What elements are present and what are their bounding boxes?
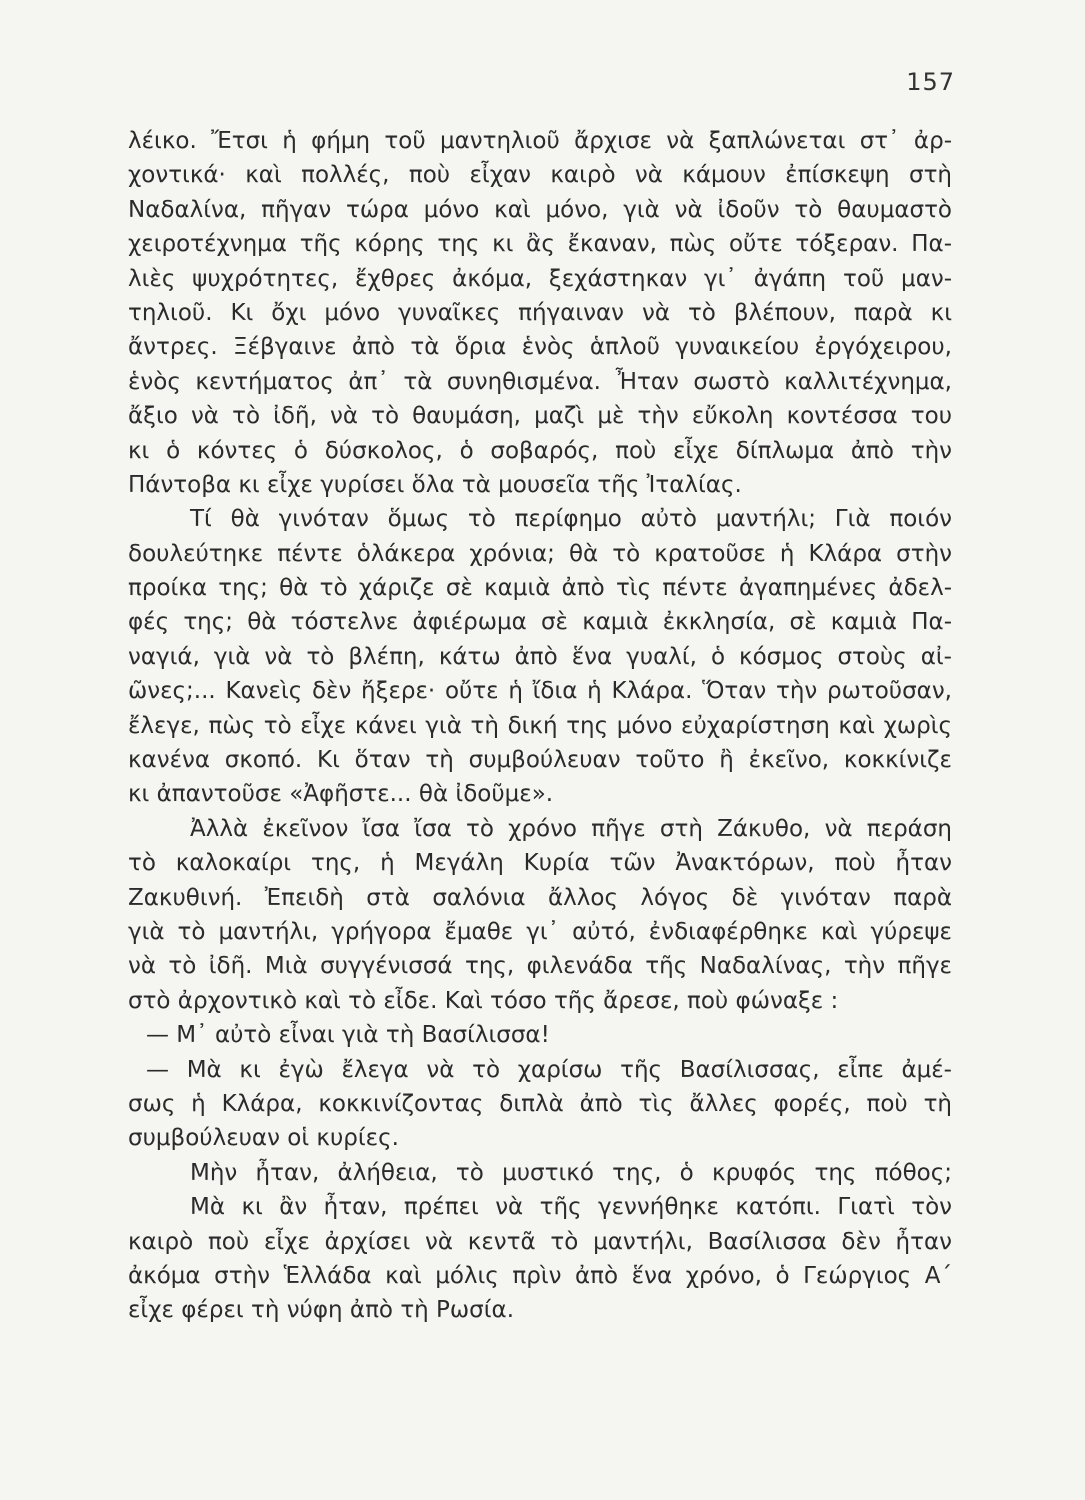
text-line: — Μ᾿ αὐτὸ εἶναι γιὰ τὴ Βασίλισσα! <box>146 1022 550 1049</box>
text-line: ἀκόμα στὴν Ἑλλάδα καὶ μόλις πρὶν ἀπὸ ἕνα χρόνο, ὁ Γεώργιος Α´ <box>128 1262 952 1289</box>
text-line: ἔλεγε, πὼς τὸ εἶχε κάνει γιὰ τὴ δική της μόνο εὐχαρίστηση καὶ χωρὶς <box>128 712 952 739</box>
text-line: κι ὁ κόντες ὁ δύσκολος, ὁ σοβαρός, ποὺ εἶχε δίπλωμα ἀπὸ τὴν <box>128 437 952 464</box>
text-line: ῶνες;... Κανεὶς δὲν ἤξερε· οὔτε ἡ ἴδια ἡ Κλάρα. Ὅταν τὴν ρωτοῦσαν, <box>128 678 952 705</box>
body-text <box>128 124 952 1328</box>
text-line: σως ἡ Κλάρα, κοκκινίζοντας διπλὰ ἀπὸ τὶς ἄλλες φορές, ποὺ τὴ <box>128 1090 952 1117</box>
text-line: ἄξιο νὰ τὸ ἰδῆ, νὰ τὸ θαυμάση, μαζὶ μὲ τὴν εὔκολη κοντέσσα του <box>128 403 952 430</box>
text-line: χοντικά· καὶ πολλές, ποὺ εἶχαν καιρὸ νὰ κάμουν ἐπίσκεψη στὴ <box>128 162 952 189</box>
text-line: συμβούλευαν οἱ κυρίες. <box>128 1125 399 1152</box>
text-line: — Μὰ κι ἐγὼ ἔλεγα νὰ τὸ χαρίσω τῆς Βασίλισσας, εἶπε ἀμέ- <box>146 1056 952 1083</box>
text-line: Μὰ κι ἂν ἦταν, πρέπει νὰ τῆς γεννήθηκε κατόπι. Γιατὶ τὸν <box>190 1194 952 1221</box>
text-line: φές της; θὰ τόστελνε ἀφιέρωμα σὲ καμιὰ ἐκκλησία, σὲ καμιὰ Πα- <box>128 609 952 636</box>
text-line: Ζακυθινή. Ἐπειδὴ στὰ σαλόνια ἄλλος λόγος δὲ γινόταν παρὰ <box>128 884 952 911</box>
text-line: λιὲς ψυχρότητες, ἔχθρες ἀκόμα, ξεχάστηκαν γι᾿ ἀγάπη τοῦ μαν- <box>128 265 952 292</box>
text-line: εἶχε φέρει τὴ νύφη ἀπὸ τὴ Ρωσία. <box>128 1297 515 1324</box>
text-line: καιρὸ ποὺ εἶχε ἀρχίσει νὰ κεντᾶ τὸ μαντήλι, Βασίλισσα δὲν ἦταν <box>128 1228 952 1255</box>
text-line: τὸ καλοκαίρι της, ἡ Μεγάλη Κυρία τῶν Ἀνακτόρων, ποὺ ἦταν <box>128 850 952 877</box>
text-line: ἄντρες. Ξέβγαινε ἀπὸ τὰ ὅρια ἑνὸς ἁπλοῦ γυναικείου ἐργόχειρου, <box>128 334 952 361</box>
text-line: ἑνὸς κεντήματος ἀπ᾿ τὰ συνηθισμένα. Ἦταν σωστὸ καλλιτέχνημα, <box>128 368 952 395</box>
text-line: νὰ τὸ ἰδῆ. Μιὰ συγγένισσά της, φιλενάδα τῆς Ναδαλίνας, τὴν πῆγε <box>128 953 952 980</box>
text-line: Μὴν ἦταν, ἀλήθεια, τὸ μυστικό της, ὁ κρυφός της πόθος; <box>190 1159 952 1186</box>
text-line: γιὰ τὸ μαντήλι, γρήγορα ἔμαθε γι᾿ αὐτό, ἐνδιαφέρθηκε καὶ γύρεψε <box>128 918 952 945</box>
text-line: χειροτέχνημα τῆς κόρης της κι ἂς ἔκαναν, πὼς οὔτε τόξεραν. Πα- <box>128 231 952 258</box>
text-line: λέικο. Ἔτσι ἡ φήμη τοῦ μαντηλιοῦ ἄρχισε νὰ ξαπλώνεται στ᾿ ἀρ- <box>128 128 952 154</box>
text-line: Πάντοβα κι εἶχε γυρίσει ὅλα τὰ μουσεῖα τῆς Ἰταλίας. <box>128 471 742 498</box>
text-line: ναγιά, γιὰ νὰ τὸ βλέπη, κάτω ἀπὸ ἕνα γυαλί, ὁ κόσμος στοὺς αἰ- <box>128 643 952 670</box>
page-number: 157 <box>906 68 955 96</box>
text-line: κανένα σκοπό. Κι ὅταν τὴ συμβούλευαν τοῦτο ἢ ἐκεῖνο, κοκκίνιζε <box>128 747 952 774</box>
text-line: στὸ ἀρχοντικὸ καὶ τὸ εἶδε. Καὶ τόσο τῆς ἄρεσε, ποὺ φώναξε : <box>128 987 839 1014</box>
text-line: Ναδαλίνα, πῆγαν τώρα μόνο καὶ μόνο, γιὰ νὰ ἰδοῦν τὸ θαυμαστὸ <box>128 196 952 223</box>
text-line: τηλιοῦ. Κι ὄχι μόνο γυναῖκες πήγαιναν νὰ τὸ βλέπουν, παρὰ κι <box>128 299 952 326</box>
text-line: Ἀλλὰ ἐκεῖνον ἴσα ἴσα τὸ χρόνο πῆγε στὴ Ζάκυθο, νὰ περάση <box>190 815 952 842</box>
text-line: δουλεύτηκε πέντε ὁλάκερα χρόνια; θὰ τὸ κρατοῦσε ἡ Κλάρα στὴν <box>128 540 952 567</box>
text-line: κι ἀπαντοῦσε «Ἀφῆστε... θὰ ἰδοῦμε». <box>128 781 554 808</box>
text-line: προίκα της; θὰ τὸ χάριζε σὲ καμιὰ ἀπὸ τὶς πέντε ἀγαπημένες ἀδελ- <box>128 575 952 602</box>
text-line: Τί θὰ γινόταν ὅμως τὸ περίφημο αὐτὸ μαντήλι; Γιὰ ποιόν <box>190 506 952 533</box>
